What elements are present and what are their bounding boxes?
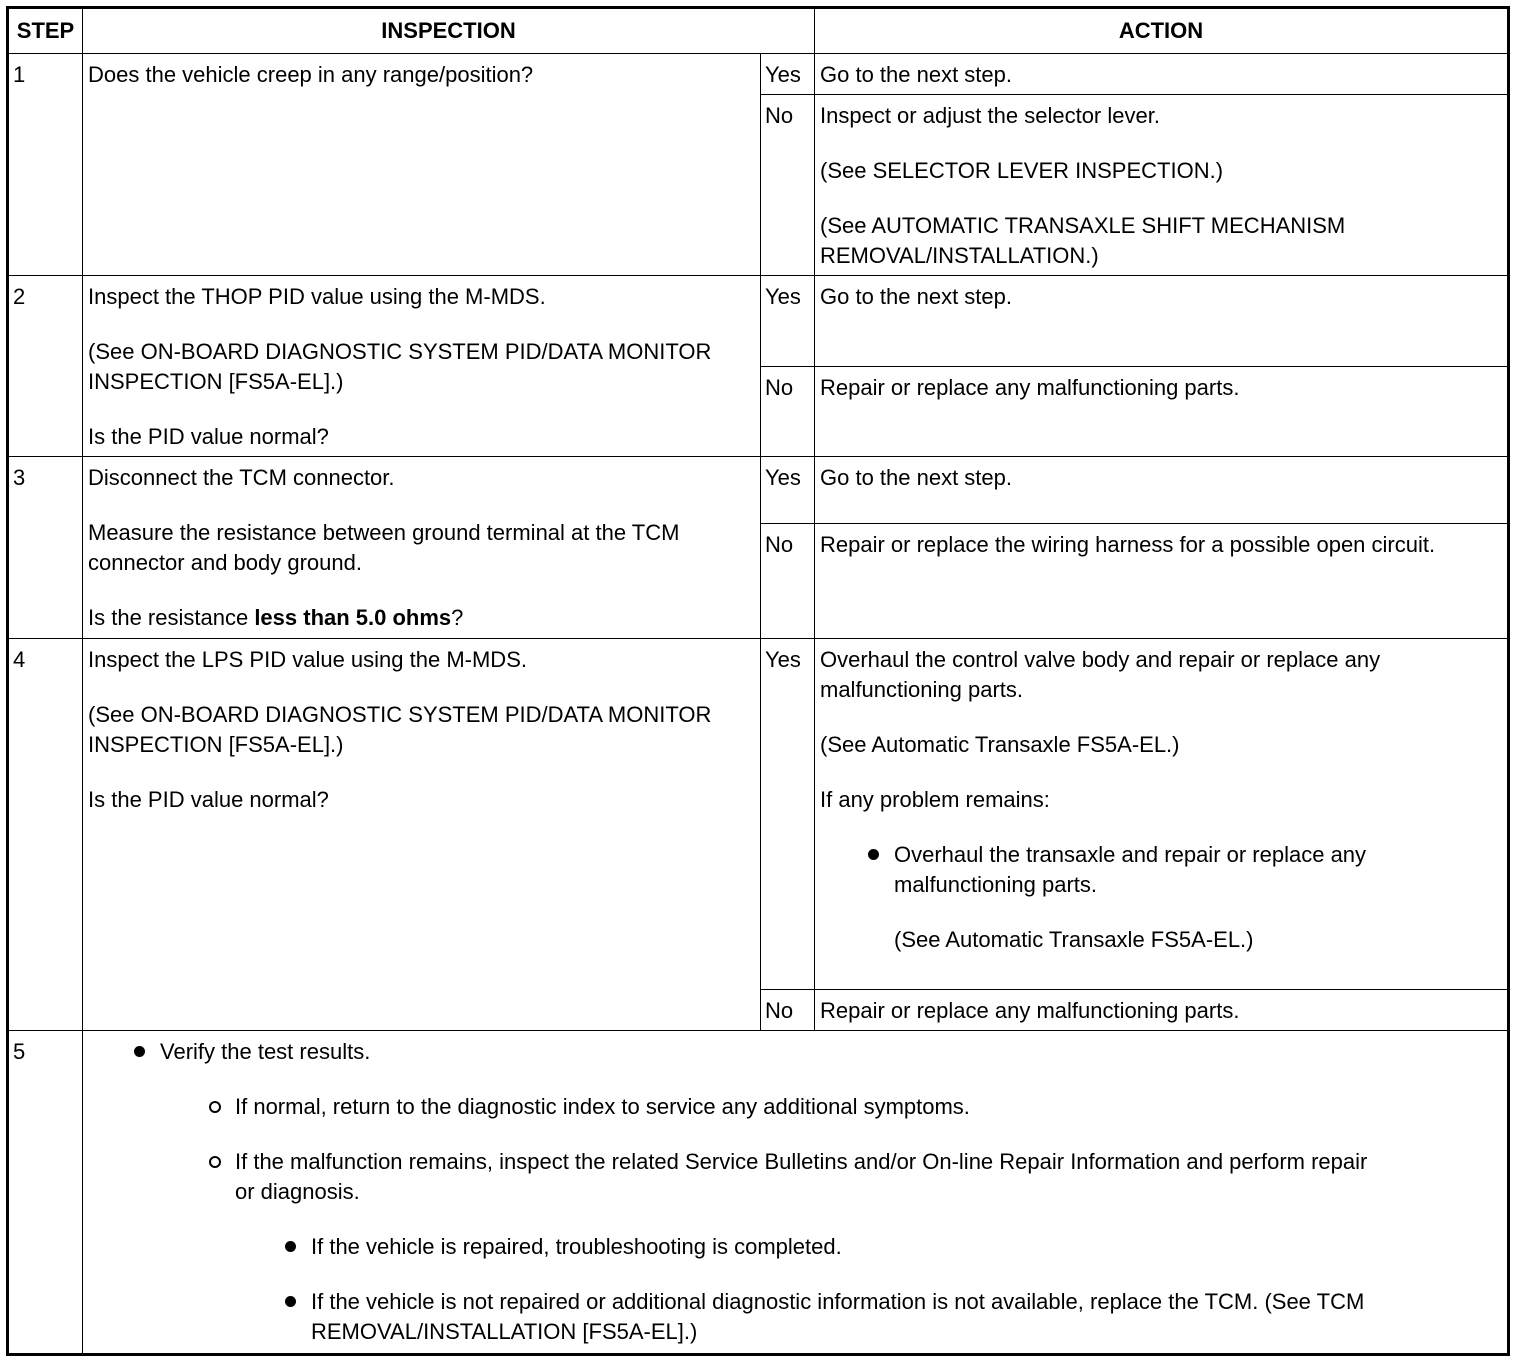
- action-text: Go to the next step.: [820, 465, 1013, 490]
- action-text: (See SELECTOR LEVER INSPECTION.): [820, 158, 1224, 183]
- bullet-icon: [868, 849, 879, 860]
- list-item: If normal, return to the diagnostic index to service any additional symptoms.: [209, 1092, 1502, 1122]
- inspection-text: Is the PID value normal?: [88, 787, 329, 812]
- step-5-content: [83, 1031, 1509, 1355]
- header-inspection: INSPECTION: [83, 8, 815, 54]
- yes-label: Yes: [761, 457, 815, 524]
- action-text: Repair or replace the wiring harness for a possible open circuit.: [820, 532, 1436, 557]
- action-text: (See Automatic Transaxle FS5A-EL.): [894, 927, 1254, 952]
- list-item: Verify the test results.: [134, 1037, 1502, 1067]
- action-cell: [815, 367, 1509, 457]
- inspection-text: Does the vehicle creep in any range/position?: [88, 62, 534, 87]
- inspection-cell: [83, 54, 761, 276]
- header-step: STEP: [8, 8, 83, 54]
- inspection-text: Inspect the THOP PID value using the M-MDS.: [88, 284, 546, 309]
- action-cell: [815, 95, 1509, 276]
- no-label: No: [761, 95, 815, 276]
- circle-bullet-icon: [209, 1156, 221, 1168]
- bullet-icon: [285, 1241, 296, 1252]
- no-label: No: [761, 990, 815, 1031]
- list-item: If the vehicle is repaired, troubleshooting is completed.: [285, 1232, 1502, 1262]
- inspection-text: Is the PID value normal?: [88, 424, 329, 449]
- list-item: Overhaul the transaxle and repair or replace any malfunctioning parts.: [868, 840, 1502, 900]
- circle-bullet-icon: [209, 1101, 221, 1113]
- action-cell: [815, 639, 1509, 990]
- inspection-question: Is the resistance less than 5.0 ohms?: [88, 605, 464, 630]
- step-number: 2: [8, 276, 83, 457]
- step-4-yes-row: [8, 639, 1509, 990]
- yes-label: Yes: [761, 639, 815, 990]
- yes-label: Yes: [761, 54, 815, 95]
- yes-label: Yes: [761, 276, 815, 367]
- no-label: No: [761, 524, 815, 639]
- inspection-cell: [83, 639, 761, 1031]
- action-text: Inspect or adjust the selector lever.: [820, 103, 1160, 128]
- action-text: Go to the next step.: [820, 284, 1013, 309]
- action-text: (See Automatic Transaxle FS5A-EL.): [820, 732, 1180, 757]
- list-item: If the vehicle is not repaired or additional diagnostic information is not available, replace the TCM. (See TCM REMOVAL/INSTALLATION [FS5A-EL].): [285, 1287, 1502, 1347]
- action-cell: [815, 990, 1509, 1031]
- inspection-text: Disconnect the TCM connector.: [88, 465, 395, 490]
- header-action: ACTION: [815, 8, 1509, 54]
- inspection-cell: [83, 457, 761, 639]
- step-2-yes-row: [8, 276, 1509, 367]
- step-number: 5: [8, 1031, 83, 1355]
- step-5-row: [8, 1031, 1509, 1355]
- diagnostic-table: [6, 6, 1510, 1356]
- action-cell: [815, 276, 1509, 367]
- inspection-text: Measure the resistance between ground terminal at the TCM connector and body ground.: [88, 520, 680, 575]
- action-text: Repair or replace any malfunctioning parts.: [820, 998, 1240, 1023]
- step-1-yes-row: [8, 54, 1509, 95]
- action-cell: [815, 457, 1509, 524]
- step-number: 1: [8, 54, 83, 276]
- action-text: (See AUTOMATIC TRANSAXLE SHIFT MECHANISM REMOVAL/INSTALLATION.): [820, 213, 1346, 268]
- step-number: 3: [8, 457, 83, 639]
- list-item: If the malfunction remains, inspect the related Service Bulletins and/or On-line Repair Information and perform repair or diagnosis.: [209, 1147, 1502, 1207]
- action-text: If any problem remains:: [820, 787, 1050, 812]
- bullet-icon: [134, 1046, 145, 1057]
- header-row: [8, 8, 1509, 54]
- inspection-text: Inspect the LPS PID value using the M-MDS.: [88, 647, 527, 672]
- action-text: Go to the next step.: [820, 62, 1013, 87]
- bullet-icon: [285, 1296, 296, 1307]
- step-3-yes-row: [8, 457, 1509, 524]
- inspection-text: (See ON-BOARD DIAGNOSTIC SYSTEM PID/DATA MONITOR INSPECTION [FS5A-EL].): [88, 702, 712, 757]
- no-label: No: [761, 367, 815, 457]
- action-text: Overhaul the control valve body and repair or replace any malfunctioning parts.: [820, 647, 1381, 702]
- inspection-cell: [83, 276, 761, 457]
- action-text: Repair or replace any malfunctioning parts.: [820, 375, 1240, 400]
- step-number: 4: [8, 639, 83, 1031]
- inspection-text: (See ON-BOARD DIAGNOSTIC SYSTEM PID/DATA MONITOR INSPECTION [FS5A-EL].): [88, 339, 712, 394]
- action-cell: [815, 54, 1509, 95]
- action-cell: [815, 524, 1509, 639]
